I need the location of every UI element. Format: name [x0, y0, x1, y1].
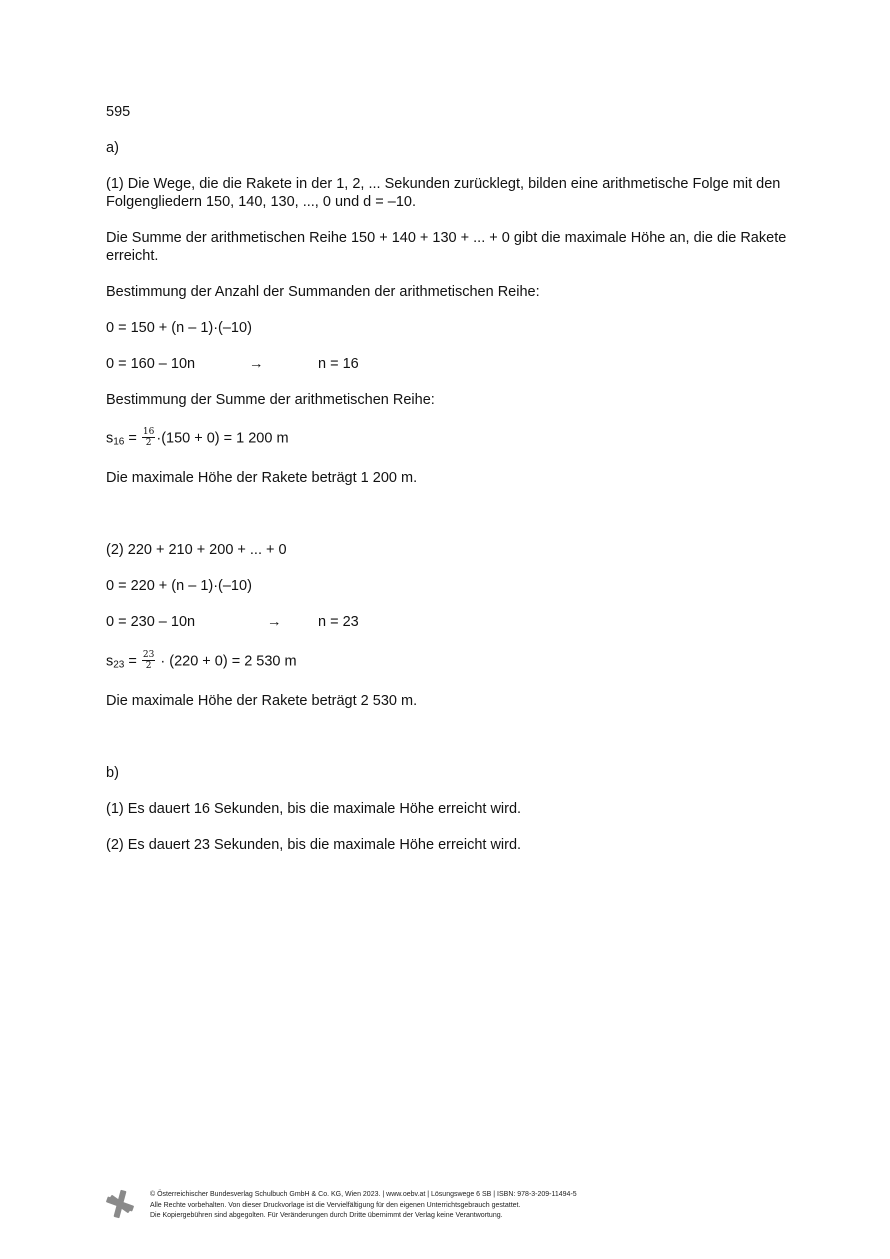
- fraction-numerator: 16: [142, 427, 155, 437]
- part-a-paragraph-4: Bestimmung der Summe der arithmetischen Reihe:: [106, 392, 435, 408]
- footer-line-2: Alle Rechte vorbehalten. Von dieser Druckvorlage ist die Vervielfältigung für den eigenen Unterrichtsgebrauch gestattet.: [150, 1201, 521, 1209]
- fraction-numerator: 23: [142, 650, 155, 660]
- fraction-denominator: 2: [145, 438, 152, 448]
- equation-3: 0 = 220 + (n – 1)·(–10): [106, 578, 252, 594]
- sum-formula-2: [106, 651, 297, 674]
- sum-rest: ·(150 + 0) = 1 200 m: [156, 430, 289, 447]
- arrow-icon: →: [267, 614, 282, 630]
- page-number: 595: [106, 104, 131, 120]
- arrow-icon: →: [249, 356, 264, 372]
- sum-formula-1: [106, 428, 289, 451]
- question-2: (2) 220 + 210 + 200 + ... + 0: [106, 542, 287, 558]
- fraction-denominator: 2: [145, 661, 152, 671]
- sum-index: 23: [113, 659, 125, 671]
- fraction: [142, 427, 155, 448]
- sum-rest: · (220 + 0) = 2 530 m: [156, 653, 297, 670]
- sum-equals: =: [124, 430, 137, 447]
- fraction: [142, 650, 155, 671]
- publisher-logo-icon: [104, 1188, 136, 1220]
- equation-2-left: 0 = 160 – 10n: [106, 356, 196, 372]
- sum-symbol: s: [106, 653, 114, 670]
- footer-line-1: © Österreichischer Bundesverlag Schulbuch GmbH & Co. KG, Wien 2023. | www.oebv.at | Lösungswege 6 SB | ISBN: 978-3-209-11494-5: [150, 1191, 577, 1198]
- sum-symbol: s: [106, 430, 114, 447]
- equation-4-right: n = 23: [318, 614, 359, 630]
- result-1: Die maximale Höhe der Rakete beträgt 1 200 m.: [106, 470, 418, 486]
- part-a-paragraph-1: (1) Die Wege, die die Rakete in der 1, 2, ... Sekunden zurücklegt, bilden eine arithmetische Folge mit den Folgengliedern 150, 140, 130, ..., 0 und d = –10.: [106, 176, 781, 210]
- footer-line-3: Die Kopiergebühren sind abgegolten. Für Veränderungen durch Dritte übernimmt der Verlag keine Verantwortung.: [150, 1212, 503, 1219]
- equation-2-right: n = 16: [318, 356, 359, 372]
- part-a-paragraph-3: Bestimmung der Anzahl der Summanden der arithmetischen Reihe:: [106, 284, 540, 300]
- result-2: Die maximale Höhe der Rakete beträgt 2 530 m.: [106, 693, 418, 709]
- equation-1: 0 = 150 + (n – 1)·(–10): [106, 320, 252, 336]
- part-a-paragraph-2: Die Summe der arithmetischen Reihe 150 + 140 + 130 + ... + 0 gibt die maximale Höhe an, die die Rakete erreicht.: [106, 230, 787, 264]
- part-b-label: b): [106, 765, 119, 781]
- sum-equals: =: [124, 653, 137, 670]
- part-a-label: a): [106, 140, 119, 156]
- sum-index: 16: [113, 436, 125, 448]
- footer: [150, 1190, 577, 1222]
- part-b-paragraph-1: (1) Es dauert 16 Sekunden, bis die maximale Höhe erreicht wird.: [106, 801, 522, 817]
- part-b-paragraph-2: (2) Es dauert 23 Sekunden, bis die maximale Höhe erreicht wird.: [106, 837, 522, 853]
- equation-4-left: 0 = 230 – 10n: [106, 614, 196, 630]
